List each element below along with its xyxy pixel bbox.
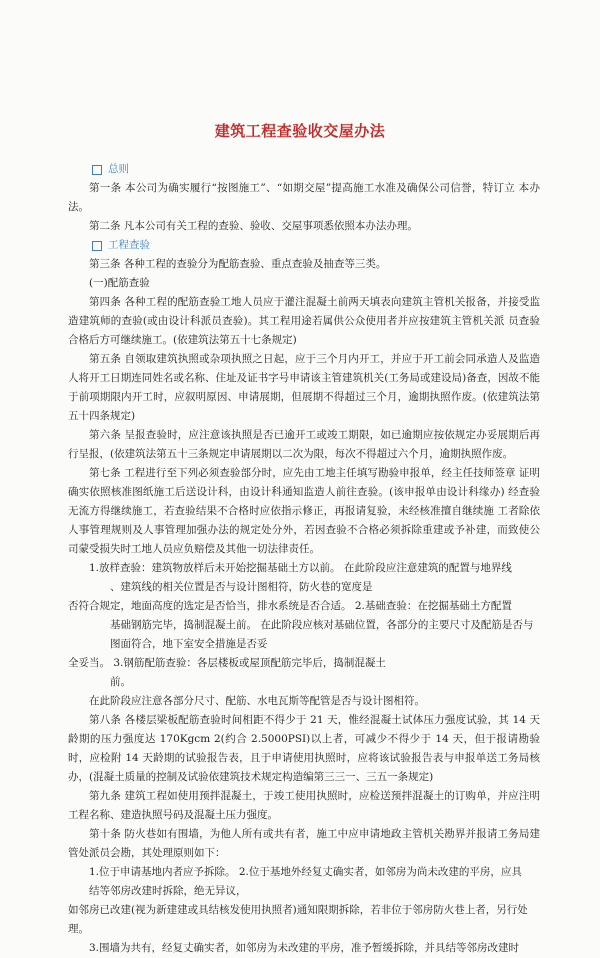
paragraph: 第四条 各种工程的配筋查验工地人员应于灌注混凝土前两天填表向建筑主管机关报备，并接受监造建筑师的查验(或由设计科派员查验)。其工程用途若属供公众使用者并应按建筑主管机关派 员查验合格后方可继续施工。(依建筑法第五十七条规定) [68,296,540,346]
paragraph: 第七条 工程进行至下列必须查验部分时，应先由工地主任填写勘验申报单，经主任技师签章 证明确实依照核准图纸施工后送设计科，由设计科通知监造人前往查验。(该申报单由设计科缘办) 经查验无流方得继续施工，若查验结果不合格时应依指示修正，再报请复验，未经核准擅自继续施 工者除依人事管理规则及人事管理加强办法的规定处分外，若因查验不合格必须拆除重建或予补建，而致使公司蒙受损失时工地人员应负赔偿及其他一切法律责任。 [68,467,540,555]
paragraph: 第五条 自领取建筑执照或杂项执照之日起，应于三个月内开工，并应于开工前会同承造人及监造人将开工日期连同姓名或名称、住址及证书字号申请该主管建筑机关(工务局或建设局)备查，因故不能于前项期限内开工时，应叙明原因、申请展期，但展期不得超过三个月，逾期执照作废。(依建筑法第五十四条规定) [68,353,540,422]
list-item: 否符合规定，地面高度的选定是否恰当，排水系统是否合适。 2.基础查验：在挖掘基础土方配置 [68,600,512,612]
list-item: 图面符合，地下室安全措施是否妥 [110,638,268,650]
paragraph: 第十条 防火巷如有围墙，为他人所有或共有者，施工中应申请地政主管机关勘界并报请工务局建管处派员会勘，其处理原则如下： [68,828,540,859]
checkbox-icon [92,241,102,251]
list-item: 结等邻房改建时拆除，绝无异议， [89,885,247,897]
section-label: 总则 [108,163,129,175]
list-item: 、建筑线的相关位置是否与设计图相符，防火巷的宽度是 [110,581,373,593]
page-title: 建筑工程查验收交屋办法 [214,122,386,140]
paragraph: 第六条 呈报查验时，应注意该执照是否已逾开工或竣工期限，如已逾期应按依规定办妥展期后再行呈报，(依建筑法第五十三条规定申请展期以二次为限，每次不得超过六个月，逾期执照作废。 [68,429,540,460]
list-item: 在此阶段应注意各部分尺寸、配筋、水电瓦斯等配管是否与设计图相符。 [89,695,425,707]
list-item: 全妥当。 3.钢筋配筋查验：各层楼板或屋顶配筋完毕后，捣制混凝土 [68,657,386,669]
list-item: 1.位于申请基地内者应予拆除。 2.位于基地外经复丈确实者，如邻房为尚未改建的平房，应具 [89,866,522,878]
paragraph: 第八条 各楼层梁板配筋查验时间相距不得少于 21 天，惟经混凝土试体压力强度试验，其 14 天龄期的压力强度达 170Kgcm 2(约合 2.5000PSI)以上者，可减少不得少于 14 天，但于报请勘验时，应检附 14 天龄期的试验报告表，且于申请使用执照时，应将该试验报告表与申报单送工务局核办，(混凝土质量的控制及试验依建筑技术规定构造编第三三一、三五一条规定) [68,714,540,783]
section-heading-general [92,160,540,179]
section-heading-inspection [92,236,540,255]
paragraph: 第二条 凡本公司有关工程的查验、验收、交屋事项悉依照本办法办理。 [89,220,418,232]
paragraph: 第九条 建筑工程如使用预拌混凝土，于竣工使用执照时，应检送预拌混凝土的订购单，并应注明工程名称、建造执照号码及混凝土压力强度。 [68,790,540,821]
paragraph: 第一条 本公司为确实履行“按图施工”、“如期交屋”提高施工水准及确保公司信誉，特订立 本办法。 [68,182,540,213]
list-item: 如邻房已改建(视为新建建或具结核发使用执照者)通知限期拆除，若非位于邻房防火巷上者，另行处理。 [68,904,528,935]
list-item: 前。 [110,676,131,688]
section-label: 工程查验 [108,239,150,251]
paragraph: 第三条 各种工程的查验分为配筋查验、重点查验及抽查等三类。 [89,258,387,270]
list-item: 基础钢筋完毕，捣制混凝土前。 在此阶段应核对基础位置，各部分的主要尺寸及配筋是否与 [110,619,534,631]
list-item: 3.围墙为共有，经复丈确实者，如邻房为未改建的平房，准予暂缓拆除，并具结等邻房改建时 [89,942,520,954]
document-body [68,160,540,958]
subheading: (一)配筋查验 [89,277,150,289]
list-item: 1.放样查验：建筑物放样后未开始挖掘基础土方以前。 在此阶段应注意建筑的配置与地界线 [89,562,512,574]
checkbox-icon [92,165,102,175]
